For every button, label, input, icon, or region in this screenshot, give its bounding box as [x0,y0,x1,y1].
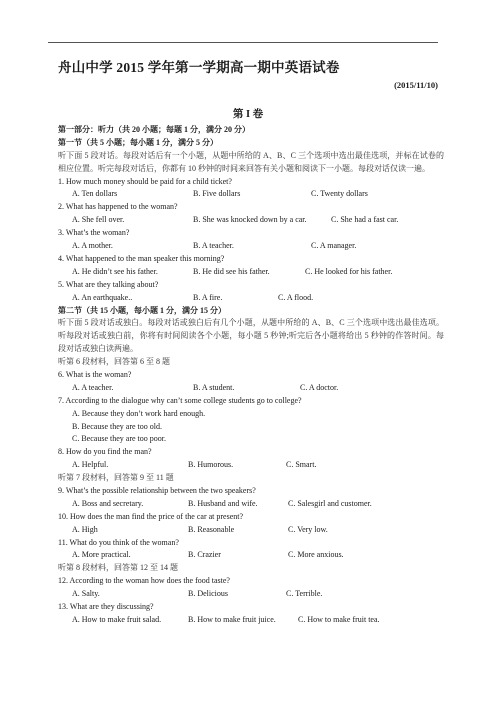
option-a: A. Boss and secretary. [72,498,144,508]
option-c: C. Smart. [286,460,317,470]
option-b: B. Because they are too old. [72,421,162,431]
option-b: B. He did see his father. [193,266,270,276]
question-8: 8. How do you find the man? [58,447,152,457]
question-9: 9. What’s the possible relationship between the two speakers? [58,486,256,496]
option-a: A. Ten dollars [72,189,118,199]
option-b: B. A teacher. [193,241,234,251]
section1-instructions: 听下面 5 段对话。每段对话后有一个小题，从题中所给的 A、B、C 三个选项中选出最佳选项，并标在试卷的相应位置。听完每段对话后，你都有 10 秒钟的时间来回答有关小题和阅读下一小题。每段对话仅读一遍。 [58,150,444,173]
option-b: B. Crazier [188,550,221,560]
options-4 [58,266,444,279]
options-9 [58,498,444,511]
option-a: A. High [72,524,98,534]
option-b: B. A fire. [193,292,223,302]
top-rule [48,42,438,43]
option-c: C. Because they are too poor. [72,434,166,444]
option-c: C. Twenty dollars [311,189,368,199]
option-a: A. An earthquake.. [72,292,133,302]
option-c: C. She had a fast car. [331,215,399,225]
option-b: B. Husband and wife. [188,498,258,508]
option-a: A. A teacher. [72,382,114,392]
option-a: A. A mother. [72,241,113,251]
section2-heading: 第二节（共 15 小题，每小题 1 分，满分 15 分） [58,305,226,315]
options-8 [58,459,444,472]
material-7-note: 听第 7 段材料，回答第 9 至 11 题 [58,473,174,483]
option-b: B. Delicious [188,589,228,599]
option-c: C. A doctor. [300,382,339,392]
volume-heading: 第 I 卷 [232,109,264,120]
options-12 [58,588,444,601]
question-12: 12. According to the woman how does the food taste? [58,576,230,586]
option-c: C. More anxious. [288,550,344,560]
option-a: A. He didn’t see his father. [72,266,158,276]
option-a: A. Because they don’t work hard enough. [72,408,206,418]
question-2: 2. What has happened to the woman? [58,202,178,212]
section2-instructions: 听下面 5 段对话或独白。每段对话或独白后有几个小题，从题中所给的 A、B、C 三个选项中选出最佳选项。听每段对话或独白前，你将有时间阅读各个小题，每小题 5 秒钟;听完后各小题将给出 5 秒钟的作答时间。每段对话或独白读两遍。 [58,318,444,354]
options-3 [58,240,444,253]
question-5: 5. What are they talking about? [58,279,159,289]
question-11: 11. What do you think of the woman? [58,537,179,547]
options-6 [58,382,444,395]
option-b: B. How to make fruit juice. [188,614,276,624]
option-c: C. A manager. [311,241,357,251]
options-10 [58,524,444,537]
option-a: A. How to make fruit salad. [72,614,162,624]
option-c: C. He looked for his father. [305,266,393,276]
options-13 [58,614,444,627]
options-1 [58,188,444,201]
material-8-note: 听第 8 段材料，回答第 12 至 14 题 [58,563,178,573]
question-6: 6. What is the woman? [58,370,132,379]
option-a: A. Salty. [72,589,100,599]
exam-date: (2015/11/10) [394,80,438,90]
option-a: A. More practical. [72,550,131,560]
option-b: B. A student. [193,382,235,392]
part1-heading: 第一部分：听力（共 20 小题；每题 1 分，满分 20 分） [58,125,250,134]
option-a: A. Helpful. [72,460,109,470]
options-2 [58,214,444,227]
option-c: C. Terrible. [286,589,323,599]
option-b: B. Humorous. [188,460,234,470]
exam-content [58,124,444,627]
material-6-note: 听第 6 段材料，回答第 6 至 8 题 [58,357,170,367]
option-c: C. Very low. [288,524,328,534]
option-c: C. How to make fruit tea. [298,614,380,624]
section1-heading: 第一节（共 5 小题；每小题 1 分，满分 5 分） [58,137,218,147]
options-5 [58,292,444,305]
question-4: 4. What happened to the man speaker this morning? [58,253,225,263]
option-b: B. Reasonable [188,524,235,534]
page-title: 舟山中学 2015 学年第一学期高一期中英语试卷 [58,60,340,75]
question-7: 7. According to the dialogue why can’t some college students go to college? [58,395,302,405]
question-3: 3. What’s the woman? [58,228,130,238]
question-10: 10. How does the man find the price of the car at present? [58,511,244,521]
options-11 [58,549,444,562]
option-b: B. Five dollars [193,189,241,199]
option-a: A. She fell over. [72,215,125,225]
question-13: 13. What are they discussing? [58,602,154,612]
option-b: B. She was knocked down by a car. [193,215,307,225]
option-c: C. A flood. [278,292,314,302]
question-1: 1. How much money should be paid for a child ticket? [58,176,232,186]
option-c: C. Salesgirl and customer. [288,498,372,508]
